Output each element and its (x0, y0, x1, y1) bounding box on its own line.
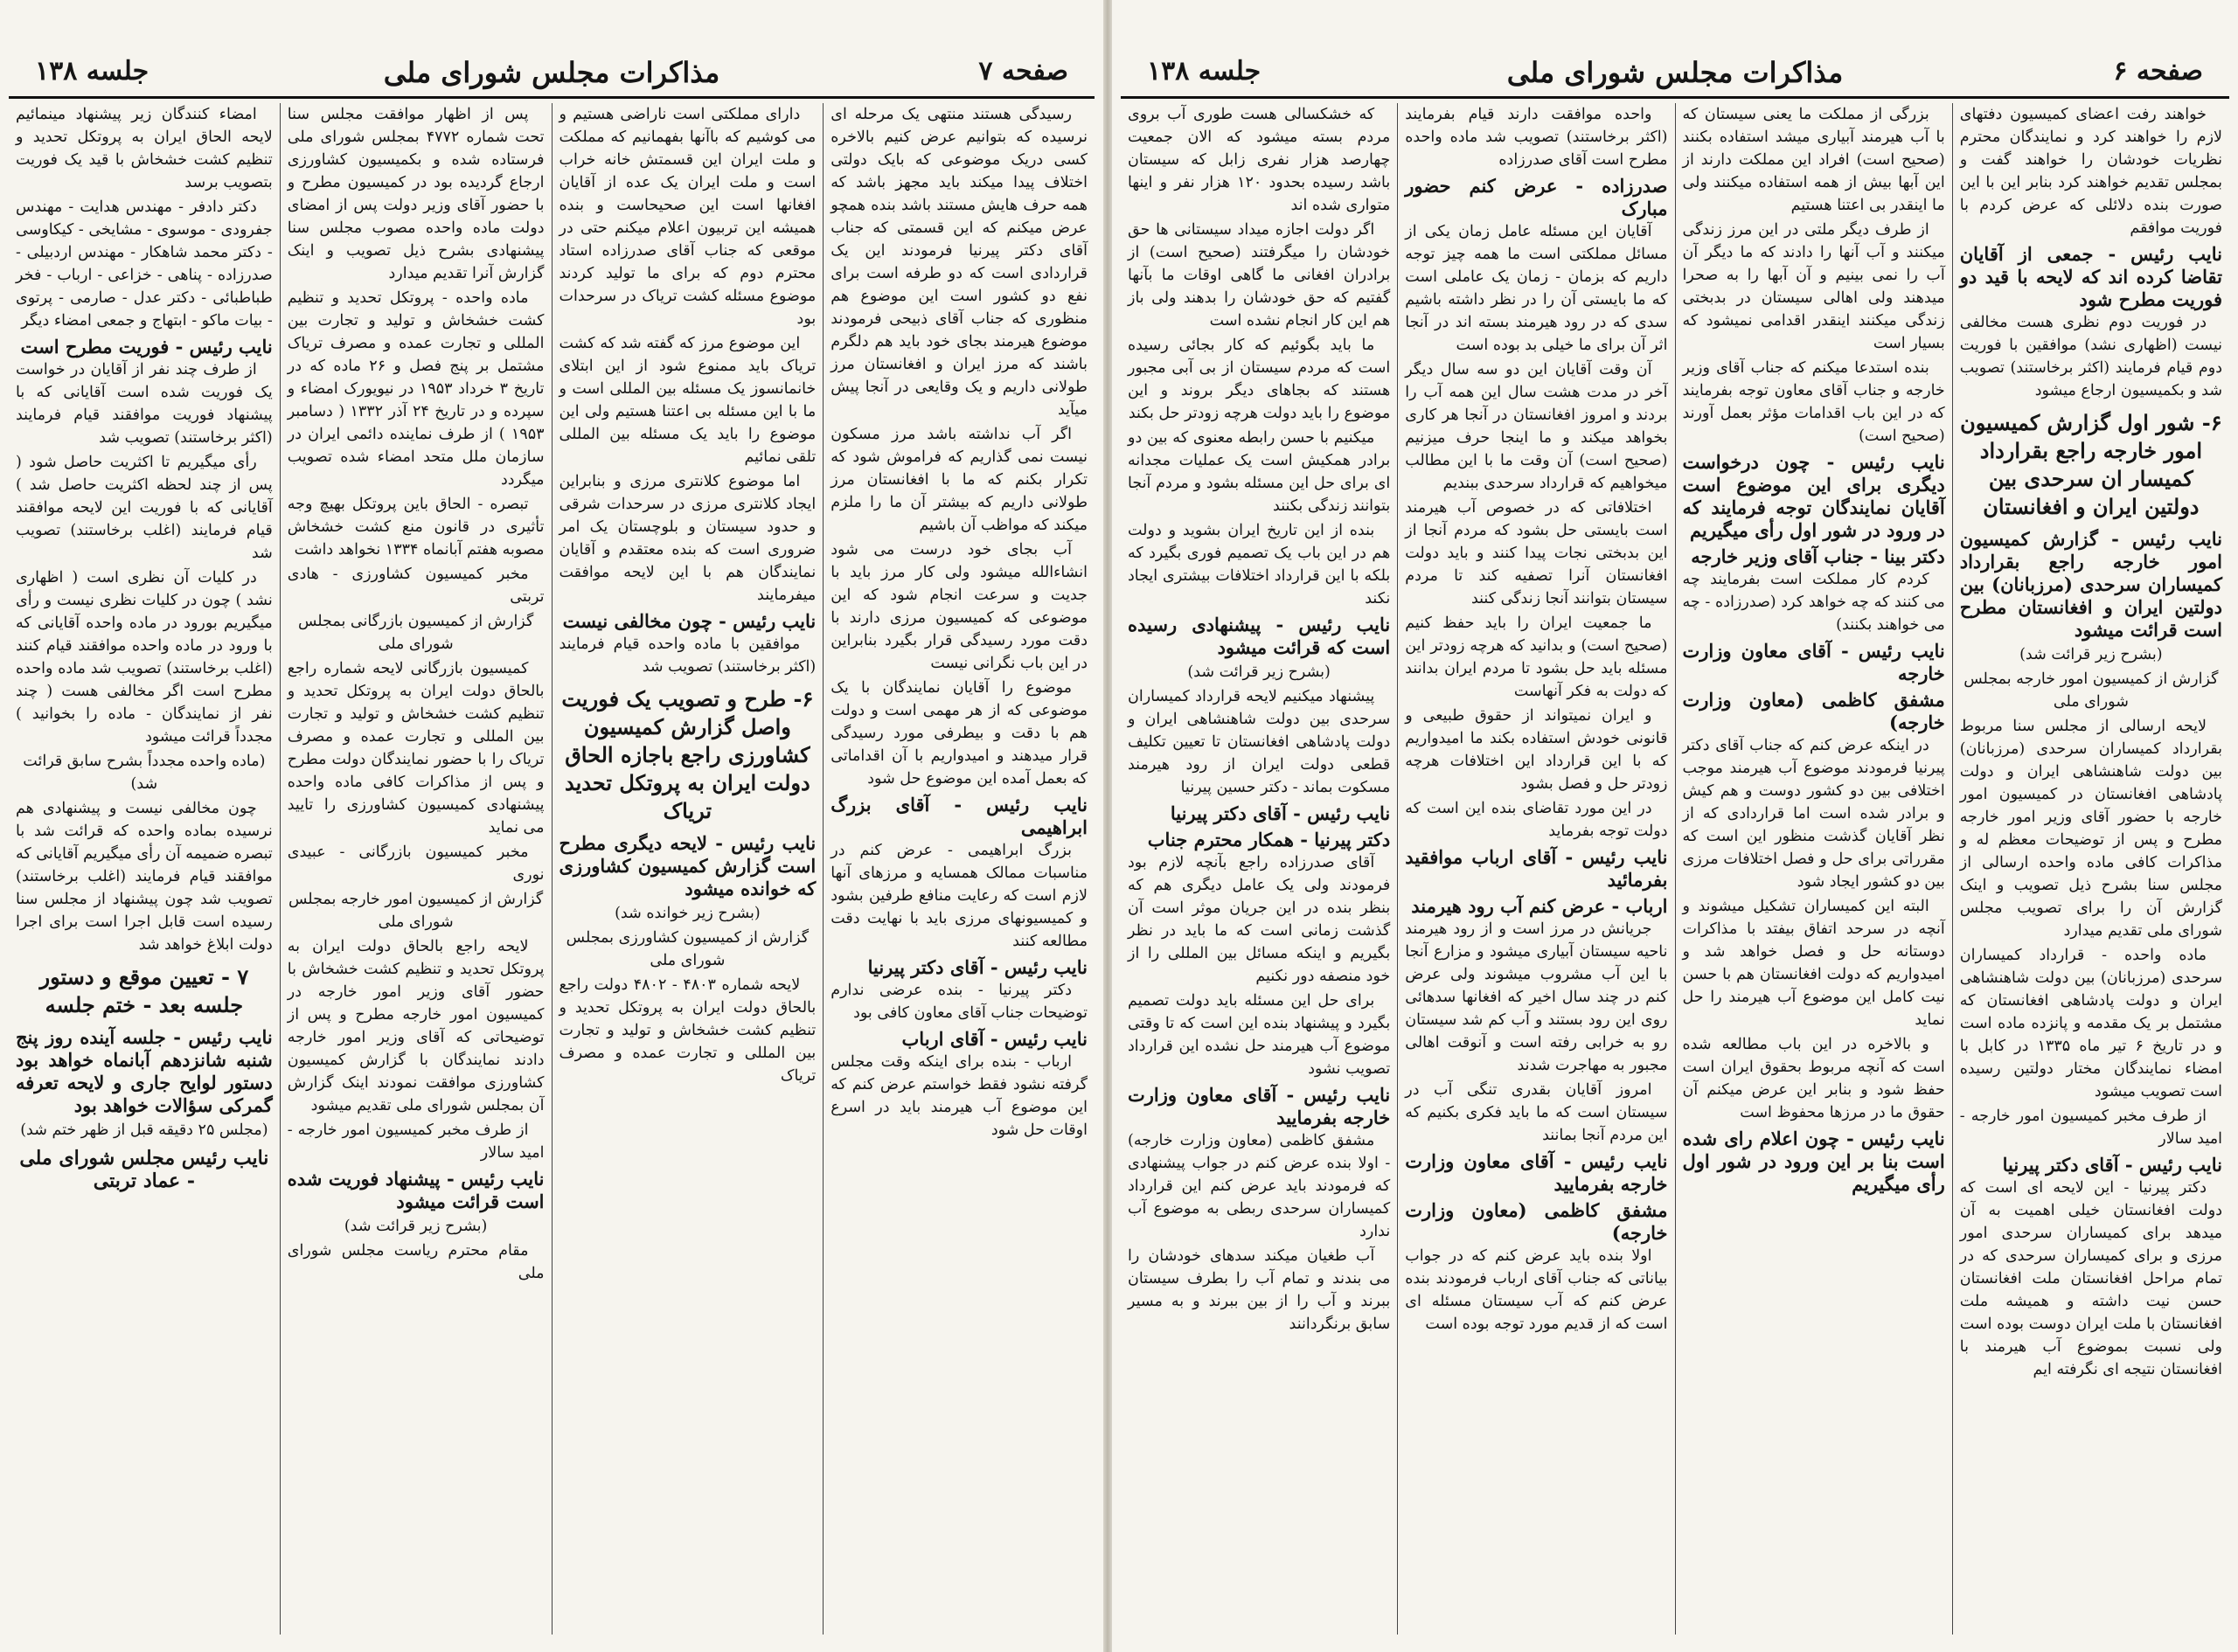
paragraph: امروز آقایان بقدری تنگی آب در سیستان است که ما باید فکری بکنیم که این مردم آنجا بمانند (1405, 1081, 1668, 1144)
paragraph: در این مورد تقاضای بنده این است که دولت توجه بفرماید (1405, 800, 1668, 840)
paragraph: میکنیم با حسن رابطه معنوی که بین دو برادر همکیش است یک عملیات مجدانه ای برای حل این مسئله بشود و مردم آنجا بتوانند زندگی بکنند (1128, 429, 1391, 515)
paragraph: بنده از این تاریخ ایران بشوید و دولت هم در این باب یک تصمیم فوری بگیرد که بلکه با این قرارداد اختلافات بیشتری ایجاد نکند (1128, 522, 1391, 607)
right-column-4 (1121, 103, 1397, 1635)
speaker-line: نایب رئیس - فوریت مطرح است (20, 336, 273, 357)
centered-line: (مجلس ۲۵ دقیقه قبل از ظهر ختم شد) (20, 1121, 268, 1139)
paragraph: و بالاخره در این باب مطالعه شده است که آنچه مربوط بحقوق ایران است حفظ شود و بنابر این عرض میکنم آن حقوق ما در مرزها محفوظ است (1682, 1036, 1945, 1121)
left-column-2 (552, 103, 824, 1635)
speaker-line: نایب رئیس - آقای دکتر پیرنیا (1170, 802, 1391, 824)
paragraph: دکتر دادفر - مهندس هدایت - مهندس جفرودی - موسوی - مشایخی - کیکاوسی - دکتر محمد شاهکار - مهندس اردبیلی - صدرزاده - پناهی - خزاعی - ارباب - فخر طباطبائی - دکتر عدل - صارمی - پرتوی - بیات ماکو - ابتهاج و جمعی امضاء دیگر (16, 198, 273, 330)
centered-line: گزارش از کمیسیون بازرگانی بمجلس شورای ملی (297, 613, 534, 653)
speaker-line: نایب رئیس - چون اعلام رای شده است بنا بر این ورود در شور اول رأی میگیریم (1682, 1128, 1945, 1195)
paragraph: مخبر کمیسیون کشاورزی - هادی تربتی (287, 566, 545, 606)
paragraph: برای حل این مسئله باید دولت تصمیم بگیرد و پیشنهاد بنده این است که تا وقتی موضوع آب هیرمند حل نشده این قرارداد تصویب نشود (1128, 992, 1391, 1078)
section-heading: ۷ - تعیین موقع و دستور جلسه بعد - ختم جلسه (39, 964, 249, 1017)
speaker-line: مشفق کاظمی (معاون وزارت خارجه) (1682, 689, 1945, 733)
left-session-number: جلسه ۱۳۸ (35, 56, 149, 87)
paragraph: بزرگ ابراهیمی - عرض کنم در مناسبات ممالک همسایه و مرزهای آنها لازم است که رعایت منافع طرفین بشود و کمیسیونهای مرزی باید با نهایت دقت مطالعه کنند (831, 842, 1088, 950)
speaker-line: نایب رئیس - پیشنهاد فوریت شده است قرائت میشود (287, 1168, 545, 1212)
left-columns (9, 103, 1095, 1635)
paragraph: آن وقت آقایان این دو سه سال دیگر آخر در مدت هشت سال این همه آب را بردند و امروز افغانستان در آنجا هر کاری بخواهد میکند و ما اینجا حرف میزنیم (صحیح است) آن وقت ما با این مطالب میخواهیم که قرارداد سرحدی ببندیم (1405, 361, 1668, 492)
signature-line: نایب رئیس مجلس شورای ملی - عماد تربتی (19, 1147, 269, 1192)
paragraph: لایحه راجع بالحاق دولت ایران به پروتکل تحدید و تنظیم کشت خشخاش با حضور آقای وزیر امور خارجه در کمیسیون امور خارجه مطرح و پس از توضیحاتی که آقای وزیر امور خارجه دادند نمایندگان با گزارش کمیسیون کشاورزی موافقت نمودند اینک گزارش آن بمجلس شورای ملی تقدیم میشود (287, 938, 545, 1114)
paragraph: مشفق کاظمی (معاون وزارت خارجه) - اولا بنده عرض کنم در جواب پیشنهادی که فرمودند باید عرض کنم این قرارداد کمیساران سرحدی ربطی به موضوع آب ندارد (1128, 1132, 1391, 1240)
paragraph: موافقین با ماده واحده قیام فرمایند (اکثر برخاستند) تصویب شد (559, 635, 817, 676)
paragraph: لایحه شماره ۴۸۰۳ - ۴۸۰۲ دولت راجع بالحاق دولت ایران به پروتکل تحدید و تنظیم کشت خشخاش و تولید و تجارت بین المللی و تجارت عمده و مصرف تریاک (559, 976, 817, 1085)
paragraph: در فوریت دوم نظری هست مخالفی نیست (اظهاری نشد) موافقین با فوریت دوم قیام فرمایند (اکثر برخاستند) تصویب شد و بکمیسیون ارجاع میشود (1959, 314, 2222, 399)
centered-line: (بشرح زیر قرائت شد) (2019, 646, 2163, 663)
centered-line: (ماده واحده مجدداً بشرح سابق قرائت شد) (23, 753, 266, 793)
section-heading: ۶- شور اول گزارش کمیسیون امور خارجه راجع بقرارداد کمیسار ان سرحدی بین دولتین ایران و افغانستان (1960, 410, 2222, 519)
left-page (0, 0, 1103, 1652)
speaker-line: نایب رئیس - چون مخالفی نیست (562, 610, 817, 632)
speaker-line: دکتر پیرنیا - همکار محترم جناب (1147, 829, 1391, 850)
centered-line: (بشرح زیر قرائت شد) (1187, 663, 1331, 681)
right-column-3 (1397, 103, 1674, 1635)
paragraph: از طرف مخبر کمیسیون امور خارجه - امید سالار (287, 1121, 545, 1162)
paragraph: اولا بنده باید عرض کنم که در جواب بیاناتی که جناب آقای ارباب فرمودند بنده عرض کنم که آب سیستان مسئله ای است که از قدیم مورد توجه بوده است (1405, 1247, 1668, 1333)
paragraph: مقام محترم ریاست مجلس شورای ملی (287, 1242, 545, 1282)
speaker-line: نایب رئیس - آقای معاون وزارت خارجه (1682, 640, 1945, 684)
paragraph: دارای مملکتی است ناراضی هستیم و می کوشیم که باآنها بفهمانیم که مملکت و ملت ایران این قسمتش خانه خراب است و ملت ایران یک عده از آقایان افغانها است این صحیحاست و بنده همیشه این تربیون اعلام میکنم حتی در موقعی که جناب آقای صدرزاده استاد محترم دوم که برای ما تولید کردند موضوع مسئله کشت تریاک در سرحدات بود (559, 106, 817, 328)
paragraph: ماده واحده - قرارداد کمیساران سرحدی (مرزبانان) بین دولت شاهنشاهی ایران و دولت پادشاهی افغانستان که مشتمل بر یک مقدمه و پانزده ماده است و در تاریخ ۶ تیر ماه ۱۳۳۵ در کابل با امضاء نمایندگان مختار دولتین رسیده است تصویب میشود (1959, 947, 2223, 1100)
paragraph: اختلافاتی که در خصوص آب هیرمند است بایستی حل بشود که مردم آنجا از این بدبختی نجات پیدا کنند و باید دولت افغانستان آنرا تصفیه کند تا مردم سیستان بتوانند آنجا زندگی کنند (1405, 499, 1668, 607)
paragraph: لایحه ارسالی از مجلس سنا مربوط بقرارداد کمیساران سرحدی (مرزبانان) بین دولت شاهنشاهی ایران و دولت پادشاهی افغانستان در کمیسیون امور خارجه با حضور آقای وزیر امور خارجه مطرح و پس از توضیحات معظم له و مذاکرات کافی ماده واحده ارسالی از مجلس سنا بشرح ذیل تصویب و اینک گزارش آن را برای تصویب مجلس شورای ملی تقدیم میدارد (1959, 718, 2222, 940)
speaker-line: نایب رئیس - آقای دکتر پیرنیا (867, 956, 1088, 978)
section-heading: ۶- طرح و تصویب یک فوریت واصل گزارش کمیسیون کشاورزی راجع باجازه الحاق دولت ایران به پروتکل تحدید تریاک (561, 686, 814, 823)
speaker-line: نایب رئیس - جمعی از آقایان تقاضا کرده اند که لایحه با قید دو فوریت مطرح شود (1959, 243, 2222, 310)
paragraph: چون مخالفی نیست و پیشنهادی هم نرسیده بماده واحده که قرائت شد با تبصره ضمیمه آن رأی میگیریم آقایانی که موافقند قیام فرمایند (اغلب برخاستند) تصویب شد چون پیشنهاد از مجلس سنا رسیده است قابل اجرا است برای اجرا دولت ابلاغ خواهد شد (16, 800, 273, 954)
paragraph: از طرف چند نفر از آقایان در خواست یک فوریت شده است آقایانی که با پیشنهاد فوریت موافقند قیام فرمایند (اکثر برخاستند) تصویب شد (16, 361, 273, 447)
right-page (1112, 0, 2238, 1652)
left-page-title: مذاکرات مجلس شورای ملی (383, 56, 720, 89)
centered-line: (بشرح زیر خوانده شد) (615, 905, 761, 922)
paragraph: پیشنهاد میکنیم لایحه قرارداد کمیساران سرحدی بین دولت شاهنشاهی ایران و دولت پادشاهی افغانستان تا تعیین تکلیف قطعی دولت ایران از رود هیرمند مسکوت بماند - دکتر حسین پیرنیا (1128, 688, 1391, 796)
paragraph: موضوع را آقایان نمایندگان با یک موضوعی که از هر مهمی است و دولت هم با دقت و بیطرفی مورد رسیدگی قرار میدهند و امیدواریم با آن اقداماتی که بعمل آمده این موضوع حل شود (831, 679, 1088, 788)
paragraph: آقایان این مسئله عامل زمان یکی از مسائل مملکتی است ما همه چیز توجه داریم که بزمان - زمان یک عاملی است که ما بایستی آن را در نظر داشته باشیم سدی که در رود هیرمند بسته اند در آنجا اثر آن برای ما خیلی بد بوده است (1405, 223, 1668, 354)
paragraph: جریانش در مرز است و از رود هیرمند ناحیه سیستان آبیاری میشود و مزارع آنجا با این آب مشروب میشوند ولی عرض کنم در چند سال اخیر که افغانها سدهائی روی این رود بستند و آب کم شد سیستان رو به خرابی رفته است و آنوقت اهالی مجبور به مهاجرت شدند (1405, 920, 1668, 1074)
centered-line: (بشرح زیر قرائت شد) (344, 1218, 488, 1235)
paragraph: کردم کار مملکت است بفرمایند چه می کنند که چه خواهد کرد (صدرزاده - چه می خواهند بکنند) (1682, 571, 1945, 634)
speaker-line: نایب رئیس - آقای معاون وزارت خارجه بفرمایید (1405, 1150, 1668, 1195)
paragraph: آب بجای خود درست می شود انشاءالله میشود ولی کار مرز باید با جدیت و سرعت انجام شود که این موضوعی که کمیسیون مرزی دارند با دقت مورد رسیدگی قرار بگیرد بنابراین در این باب نگرانی نیست (831, 541, 1088, 672)
paragraph: خواهند رفت اعضای کمیسیون دفتهای لازم را خواهند کرد و نمایندگان محترم نظریات خودشان را خواهند گفت و بمجلس تقدیم خواهند کرد بنابر این با این صورت بنده دلائلی که عرض کردم با فوریت موافقم (1959, 106, 2222, 237)
paragraph: رأی میگیریم تا اکثریت حاصل شود ( پس از چند لحظه اکثریت حاصل شد ) آقایانی که با فوریت این لایحه موافقند قیام فرمایند (اغلب برخاستند) تصویب شد (16, 454, 273, 562)
paragraph: از طرف مخبر کمیسیون امور خارجه - امید سالار (1959, 1107, 2222, 1148)
speaker-line: ارباب - عرض کنم آب رود هیرمند (1411, 895, 1668, 917)
left-column-1 (823, 103, 1095, 1635)
paragraph: البته این کمیساران تشکیل میشوند و آنچه در سرحد اتفاق بیفتد با مذاکرات دوستانه حل و فصل خواهد شد و امیدواریم که دولت افغانستان هم با حسن نیت کامل این موضوع آب هیرمند را حل نماید (1682, 898, 1945, 1029)
speaker-line: نایب رئیس - جلسه آینده روز پنج شنبه شانزدهم آبانماه خواهد بود دستور لوایح جاری و لایحه تعرفه گمرکی سؤالات خواهد بود (16, 1026, 273, 1116)
paragraph: آب طغیان میکند سدهای خودشان را می بندند و تمام آب را بطرف سیستان ببرند و آب را از بین ببرند و به مسیر سابق برنگردانند (1128, 1247, 1391, 1333)
speaker-line: نایب رئیس - پیشنهادی رسیده است که قرائت میشود (1128, 614, 1391, 658)
paragraph: بنده استدعا میکنم که جناب آقای وزیر خارجه و جناب آقای معاون توجه بفرمایند که در این باب اقدامات مؤثر بعمل آورند (صحیح است) (1682, 359, 1945, 445)
paragraph: ما باید بگوئیم که کار بجائی رسیده است که مردم سیستان از بی آبی مجبور هستند که بجاهای دیگر بروند و این موضوع را باید دولت هرچه زودتر حل بکند (1128, 337, 1391, 422)
paragraph: دکتر پیرنیا - این لایحه ای است که دولت افغانستان خیلی اهمیت به آن میدهد برای کمیساران سرحدی امور مرزی و برای کمیساران سرحدی که در تمام مراحل افغانستان ملت افغانستان حسن نیت داشته و همیشه ملت افغانستان با ملت ایران دوست بوده است ولی نسبت بموضوع آب هیرمند با افغانستان نتیجه ای نگرفته ایم (1959, 1179, 2222, 1378)
left-page-header (9, 51, 1095, 99)
speaker-line: نایب رئیس - آقای دکتر پیرنیا (2002, 1154, 2222, 1176)
right-column-2 (1675, 103, 1952, 1635)
speaker-line: نایب رئیس - آقای ارباب موافقید بفرمائید (1405, 846, 1668, 891)
speaker-line: نایب رئیس - چون درخواست دیگری برای این موضوع است آقایان نمایندگان توجه فرمایند که در ورود در شور اول رأی میگیریم (1682, 451, 1945, 541)
paragraph: مخبر کمیسیون بازرگانی - عبیدی نوری (287, 843, 545, 884)
right-session-number: جلسه ۱۳۸ (1147, 56, 1261, 87)
left-column-4 (9, 103, 280, 1635)
speaker-line: نایب رئیس - لایحه دیگری مطرح است گزارش کمیسیون کشاورزی که خوانده میشود (559, 832, 817, 899)
paragraph: در اینکه عرض کنم که جناب آقای دکتر پیرنیا فرمودند موضوع آب هیرمند موجب اختلافی بین دو کشور دوست و هم کیش و برادر شده است اما قراردادی که از نظر آقایان گذشت منظور این است که مقرراتی برای حل و فصل اختلافات مرزی بین دو کشور ایجاد شود (1682, 737, 1945, 891)
speaker-line: نایب رئیس - گزارش کمیسیون امور خارجه راجع بقرارداد کمیساران سرحدی (مرزبانان) بین دولتین ایران و افغانستان مطرح است قرائت میشود (1959, 528, 2222, 641)
speaker-line: صدرزاده - عرض کنم حضور مبارک (1405, 175, 1668, 219)
paragraph: که خشکسالی هست طوری آب بروی مردم بسته میشود که الان جمعیت چهارصد هزار نفری زابل که سیستان باشد رسیده بحدود ۱۲۰ هزار نفر و اینها متواری شده اند (1128, 106, 1391, 214)
left-column-3 (280, 103, 552, 1635)
right-page-title: مذاکرات مجلس شورای ملی (1506, 56, 1844, 89)
paragraph: در کلیات آن نظری است ( اظهاری نشد ) چون در کلیات نظری نیست و رأی میگیریم بورود در ماده واحده آقایانی که با ورود در ماده واحده موافقند قیام کنند (اغلب برخاستند) تصویب شد ماده واحده مطرح است اگر مخالفی هست ( چند نفر از نمایندگان - ماده را بخوانید ) مجدداً قرائت میشود (16, 569, 273, 746)
left-page-number: صفحه ۷ (978, 56, 1068, 87)
centered-line: گزارش از کمیسیون کشاورزی بمجلس شورای ملی (566, 929, 810, 969)
speaker-line: نایب رئیس - آقای بزرگ ابراهیمی (831, 794, 1088, 838)
right-columns (1121, 103, 2229, 1635)
paragraph: پس از اظهار موافقت مجلس سنا تحت شماره ۴۷۷۲ بمجلس شورای ملی فرستاده شده و بکمیسیون کشاورزی ارجاع گردیده بود در کمیسیون مطرح و با حضور آقای وزیر دولت پس از امضای دولت ماده واحده مصوب مجلس سنا پیشنهادی بشرح ذیل تصویب و اینک گزارش آنرا تقدیم میدارد (287, 106, 545, 282)
paragraph: اما موضوع کلانتری مرزی و بنابراین ایجاد کلانتری مرزی در سرحدات شرقی و حدود سیستان و بلوچستان یک امر ضروری است که بنده معتقدم و آقایان نمایندگان هم با این لایحه موافقت میفرمایند (559, 473, 817, 604)
paragraph: کمیسیون بازرگانی لایحه شماره راجع بالحاق دولت ایران به پروتکل تحدید و تنظیم کشت خشخاش و تولید و تجارت بین المللی و تجارت عمده و مصرف تریاک را با حضور نمایندگان دولت مطرح و پس از مذاکرات کافی ماده واحده پیشنهادی کمیسیون کشاورزی را تایید می نماید (287, 660, 545, 836)
paragraph: تبصره - الحاق باین پروتکل بهیچ وجه تأثیری در قانون منع کشت خشخاش مصوبه هفتم آبانماه ۱۳۳۴ نخواهد داشت (287, 496, 545, 559)
paragraph: آقای صدرزاده راجع بآنچه لازم بود فرمودند ولی یک عامل دیگری هم که بنظر بنده در این جریان موثر است آن گذشت زمانی است که ما باید در نظر بگیریم و اینکه مسائل بین المللی را از خود منصفه دور نکنیم (1128, 854, 1391, 985)
paragraph: اگر دولت اجازه میداد سیستانی ها حق خودشان را میگرفتند (صحیح است) از برادران افغانی ما گاهی اوقات ما بآنها گفتیم که حق خودشان را بدهند ولی باز هم این کار انجام نشده است (1128, 221, 1391, 330)
centered-line: گزارش از کمیسیون امور خارجه بمجلس شورای ملی (1963, 670, 2219, 711)
centered-line: گزارش از کمیسیون امور خارجه بمجلس شورای ملی (288, 891, 544, 931)
speaker-line: دکتر بینا - جناب آقای وزیر خارجه (1691, 545, 1945, 567)
paragraph: و ایران نمیتواند از حقوق طبیعی و قانونی خودش استفاده بکند ما امیدواریم که با این قرارداد این اختلافات هرچه زودتر حل و فصل بشود (1405, 707, 1668, 793)
right-column-1 (1952, 103, 2229, 1635)
right-page-header (1121, 51, 2229, 99)
paragraph: ماده واحده - پروتکل تحدید و تنظیم کشت خشخاش و تولید و تجارت بین المللی و تجارت عمده و مصرف تریاک مشتمل بر پنج فصل و ۲۶ ماده که در تاریخ ۳ خرداد ۱۹۵۳ در نیویورک امضاء و سپرده و در تاریخ ۲۴ آذر ۱۳۳۲ ( دسامبر ۱۹۵۳ ) از طرف نماینده دائمی ایران در سازمان ملل متحد امضاء شده تصویب میگردد (287, 289, 545, 489)
right-page-number: صفحه ۶ (2113, 56, 2203, 87)
paragraph: ارباب - بنده برای اینکه وقت مجلس گرفته نشود فقط خواستم عرض کنم که این موضوع آب هیرمند باید در اسرع اوقات حل شود (831, 1053, 1088, 1139)
paragraph: رسیدگی هستند منتهی یک مرحله ای نرسیده که بتوانیم عرض کنیم بالاخره کسی دریک موضوعی که بایک دولتی اختلاف پیدا میکند باید مجهز باشد که همه حرف هایش مستند باشد بنده همچو عرض میکنم که این قسمتی که جناب آقای دکتر پیرنیا فرمودند این یک قراردادی است که دو طرفه است برای نفع دو کشور است این موضوع هم منظوری که جناب آقای ذبیحی فرمودند موضوع هیرمند بجای خود باید هم دلگرم باشند که مرز ایران و افغانستان مرز طولانی داریم و یک وقایعی در آنجا پیش میآید (831, 106, 1088, 419)
book-gutter (1103, 0, 1112, 1652)
paragraph: دکتر پیرنیا - بنده عرضی ندارم توضیحات جناب آقای معاون کافی بود (831, 982, 1088, 1022)
paragraph: بزرگی از مملکت ما یعنی سیستان که با آب هیرمند آبیاری میشد استفاده بکنند (صحیح است) افراد این مملکت دارند از این آبها بیش از همه استفاده میکنند ولی ما اینقدر بی اعتنا هستیم (1682, 106, 1945, 214)
speaker-line: مشفق کاظمی (معاون وزارت خارجه) (1405, 1199, 1668, 1244)
paragraph: اگر آب نداشته باشد مرز مسکون نیست نمی گذاریم که فراموش شود که تکرار بکنم که ما با افغانستان مرز طولانی داریم که بیشتر آن ما را ملزم میکند که مواظب آن باشیم (831, 426, 1088, 534)
speaker-line: نایب رئیس - آقای ارباب (901, 1028, 1088, 1050)
paragraph: این موضوع مرز که گفته شد که کشت تریاک باید ممنوع شود از این ابتلای خانمانسوز یک مسئله بین المللی است و ما با این مسئله بی اعتنا هستیم ولی این موضوع را باید یک مسئله بین المللی تلقی نمائیم (559, 335, 817, 466)
paragraph: ما جمعیت ایران را باید حفظ کنیم (صحیح است) و بدانید که هرچه زودتر این مسئله باید حل بشود تا مردم ایران بدانند که دولت به فکر آنهاست (1405, 614, 1668, 700)
paragraph: از طرف دیگر ملتی در این مرز زندگی میکنند و آب آنها را دادند که ما دیگر آن آب را نمی بینیم و آن آبها را به صحرا میدهند ولی اهالی سیستان در بدبختی زندگی میکنند اینقدر اقدامی نمیشود که بسیار است (1682, 221, 1945, 352)
speaker-line: نایب رئیس - آقای معاون وزارت خارجه بفرمایید (1128, 1084, 1391, 1128)
paragraph: واحده موافقت دارند قیام بفرمایند (اکثر برخاستند) تصویب شد ماده واحده مطرح است آقای صدرزاده (1405, 106, 1668, 169)
paragraph: امضاء کنندگان زیر پیشنهاد مینمائیم لایحه الحاق ایران به پروتکل تحدید و تنظیم کشت خشخاش با قید یک فوریت بتصویب برسد (16, 106, 273, 191)
